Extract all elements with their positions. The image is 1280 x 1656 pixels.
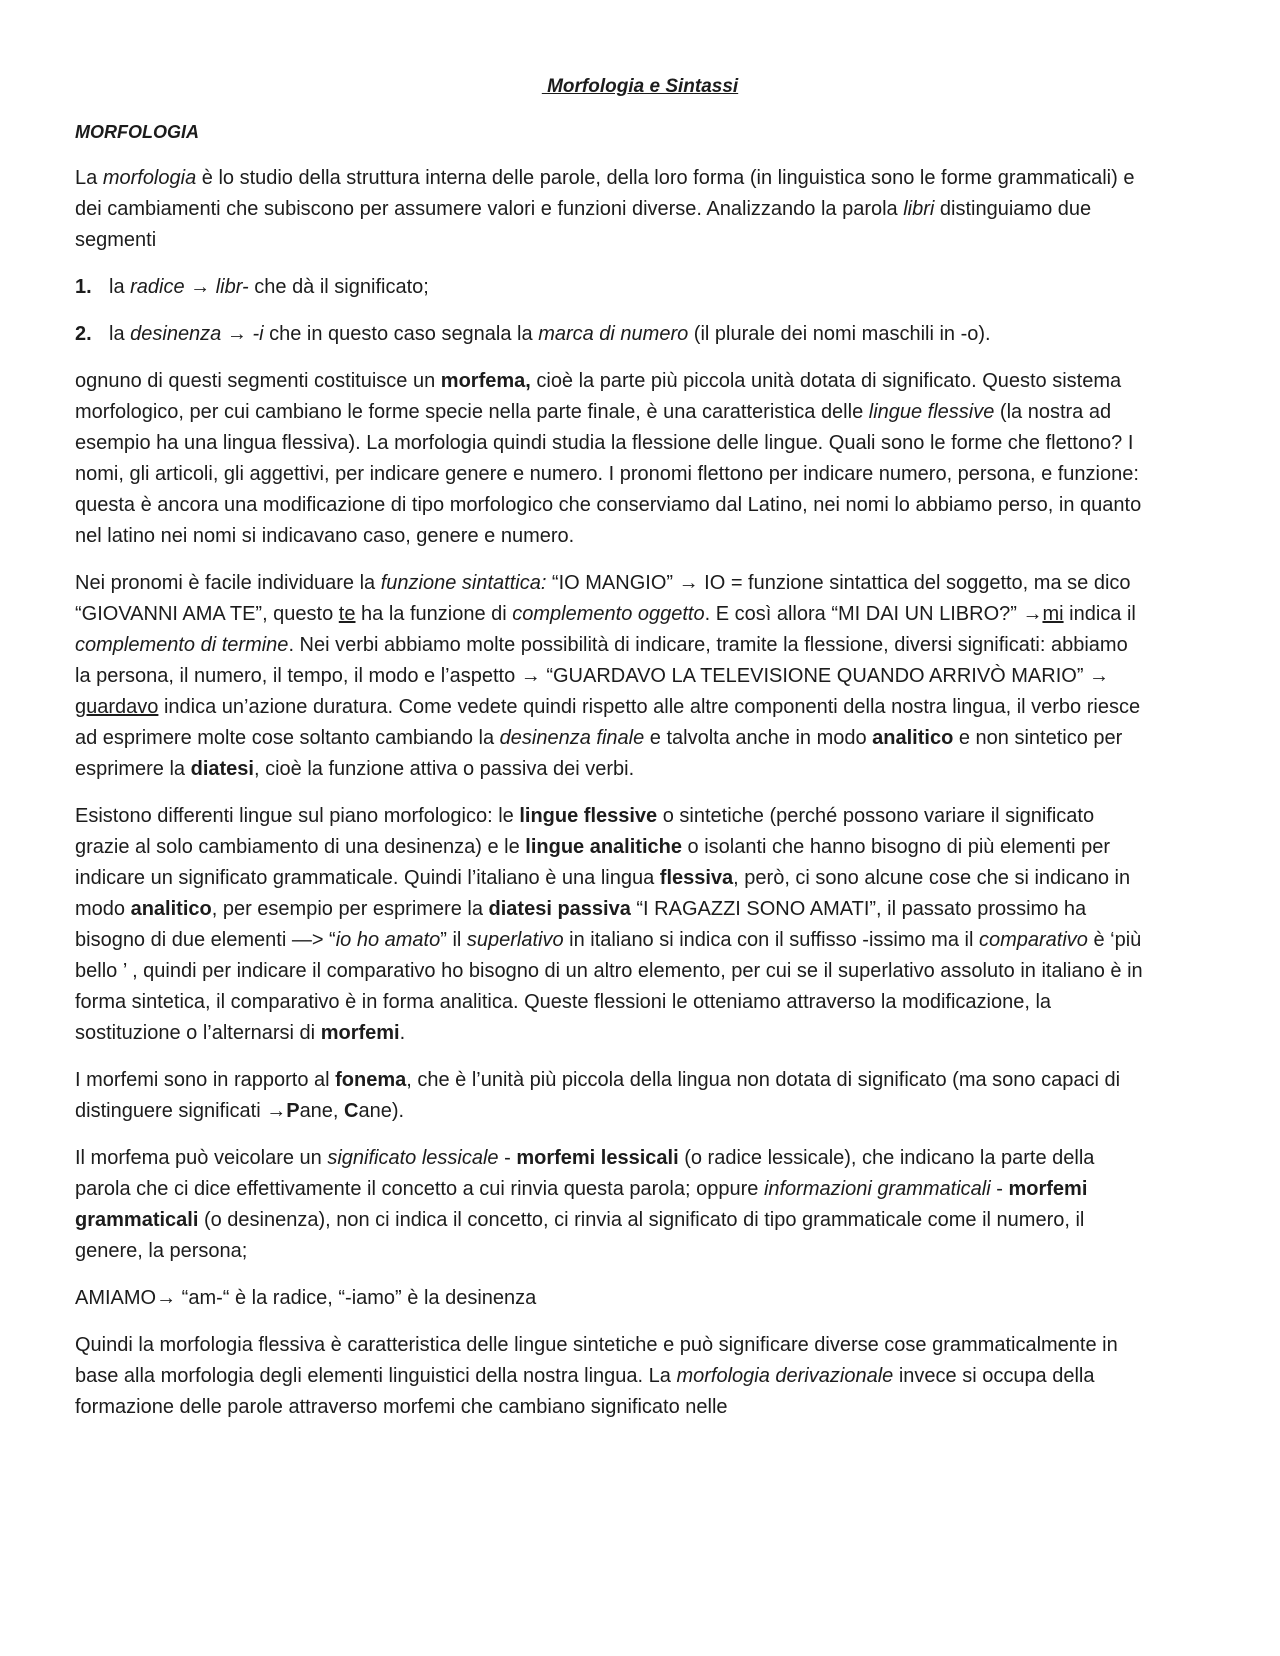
arrow-run: → — [221, 323, 253, 345]
text-run: che dà il significato; — [248, 276, 429, 298]
text-run: La — [75, 167, 103, 189]
text-run: che in questo caso segnala la — [263, 323, 539, 345]
paragraph-lingue — [75, 801, 1145, 1049]
text-run: ane, — [299, 1100, 345, 1122]
text-run: “IO MANGIO” → IO = funzione sintattica del soggetto, ma se dico “GIOVANNI AMA TE”, questo — [75, 572, 1131, 625]
list-item-desinenza — [75, 319, 1145, 350]
text-run: . — [399, 1022, 406, 1044]
text-run: è ‘più bello ’ , quindi per indicare il comparativo ho bisogno di un altro elemento, per cui se il superlativo assoluto in italiano è in forma sintetica, il comparativo è in forma analitica. Queste flessioni le otteniamo attraverso la modificazione, la sostituzione o l’alternarsi di — [75, 929, 1143, 1044]
list-item-text — [109, 272, 1145, 303]
italic-term: libri — [903, 198, 935, 220]
text-run: cioè la parte più piccola unità dotata di significato. Questo sistema morfologico, per cui cambiano le forme specie nella parte finale, è una caratteristica delle — [75, 370, 1122, 423]
text-run: indica un’azione duratura. Come vedete quindi rispetto alle altre componenti della nostra lingua, il verbo riesce ad esprimere molte cose soltanto cambiando la — [75, 696, 1141, 749]
italic-term: radice — [130, 276, 185, 298]
text-run: ” il — [440, 929, 467, 951]
italic-term: desinenza — [130, 323, 222, 345]
text-run: . E così allora “MI DAI UN LIBRO?” → — [704, 603, 1043, 625]
text-run: (o desinenza), non ci indica il concetto, ci rinvia al significato di tipo grammaticale come il numero, il genere, la persona; — [75, 1209, 1085, 1262]
italic-term: superlativo — [466, 929, 564, 951]
list-item-radice — [75, 272, 1145, 303]
text-run: Quindi la morfologia flessiva è caratteristica delle lingue sintetiche e può significare diverse cose grammaticalmente in base alla morfologia degli elementi linguistici della nostra lingua. La — [75, 1334, 1118, 1387]
text-run: Esistono differenti lingue sul piano morfologico: le — [75, 805, 520, 827]
paragraph-pronomi — [75, 568, 1145, 785]
bold-term: lingue flessive — [519, 805, 658, 827]
text-run: e talvolta anche in modo — [644, 727, 873, 749]
bold-letter: C — [344, 1100, 359, 1122]
text-run: distinguiamo due segmenti — [75, 198, 1092, 251]
text-run: o sintetiche (perché possono variare il significato grazie al solo cambiamento di una desinenza) e le — [75, 805, 1095, 858]
italic-term: complemento oggetto — [512, 603, 705, 625]
underlined-word: guardavo — [75, 696, 159, 718]
text-run: ane). — [358, 1100, 405, 1122]
bold-term: flessiva — [659, 867, 734, 889]
text-run: , però, ci sono alcune cose che si indicano in modo — [75, 867, 1131, 920]
text-run: “I RAGAZZI SONO AMATI”, il passato prossimo ha bisogno di due elementi —> “ — [75, 898, 1087, 951]
italic-term: significato lessicale — [327, 1147, 499, 1169]
text-run: , che è l’unità più piccola della lingua non dotata di significato (ma sono capaci di distinguere significati → — [75, 1069, 1121, 1122]
document-title: Morfologia e Sintassi — [541, 76, 739, 97]
paragraph-morfema — [75, 366, 1145, 552]
bold-term: analitico — [130, 898, 212, 920]
section-heading: MORFOLOGIA — [75, 122, 199, 142]
italic-term: complemento di termine — [75, 634, 289, 656]
list-number: 2. — [75, 323, 92, 345]
italic-term: io ho amato — [335, 929, 441, 951]
italic-term: morfologia — [102, 167, 197, 189]
text-run: I morfemi sono in rapporto al — [75, 1069, 336, 1091]
text-run: in italiano si indica con il suffisso -issimo ma il — [563, 929, 979, 951]
text-run: Il morfema può veicolare un — [75, 1147, 328, 1169]
text-run: . Nei verbi abbiamo molte possibilità di indicare, tramite la flessione, diversi significati: abbiamo la persona, il numero, il tempo, il modo e l’aspetto → “GUARDAVO LA TELEVISIONE QUANDO ARRIVÒ MARIO” → — [75, 634, 1128, 687]
text-run: (il plurale dei nomi maschili in -o). — [688, 323, 991, 345]
text-run: , cioè la funzione attiva o passiva dei verbi. — [253, 758, 635, 780]
italic-term: funzione sintattica: — [380, 572, 547, 594]
arrow-run: → — [184, 276, 216, 298]
italic-term: morfologia derivazionale — [676, 1365, 894, 1387]
text-run: e non sintetico per esprimere la — [75, 727, 1123, 780]
italic-term: informazioni grammaticali — [763, 1178, 991, 1200]
italic-term: -i — [252, 323, 264, 345]
paragraph-morfemi-tipi — [75, 1143, 1145, 1267]
text-run: ha la funzione di — [355, 603, 513, 625]
paragraph-definition — [75, 163, 1145, 256]
text-run: ognuno di questi segmenti costituisce un — [75, 370, 441, 392]
text-run: è lo studio della struttura interna delle parole, della loro forma (in linguistica sono le forme grammaticali) e dei cambiamenti che subiscono per assumere valori e funzioni diverse. Analizzando la parola — [75, 167, 1135, 220]
bold-term: diatesi — [190, 758, 254, 780]
bold-term: morfemi lessicali — [516, 1147, 679, 1169]
text-run: - — [990, 1178, 1009, 1200]
italic-term: comparativo — [978, 929, 1088, 951]
bold-term: analitico — [872, 727, 954, 749]
text-run: la — [109, 323, 131, 345]
bold-term: morfemi grammaticali — [75, 1178, 1088, 1231]
bold-term: diatesi passiva — [488, 898, 631, 920]
text-run: - — [498, 1147, 517, 1169]
underlined-word: te — [338, 603, 356, 625]
paragraph-fonema — [75, 1065, 1145, 1127]
italic-term: marca di numero — [538, 323, 689, 345]
bold-term: fonema — [335, 1069, 407, 1091]
text-run: o isolanti che hanno bisogno di più elementi per indicare un significato grammaticale. Quindi l’italiano è una lingua — [75, 836, 1111, 889]
text-run: Nei pronomi è facile individuare la — [75, 572, 381, 594]
list-item-text — [109, 319, 1145, 350]
paragraph-derivazionale — [75, 1330, 1145, 1423]
bold-term: morfema, — [440, 370, 531, 392]
text-run: (o radice lessicale), che indicano la parte della parola che ci dice effettivamente il concetto a cui rinvia questa parola; oppure — [75, 1147, 1095, 1200]
text-run: (la nostra ad esempio ha una lingua flessiva). La morfologia quindi studia la flessione delle lingue. Quali sono le forme che flettono? I nomi, gli articoli, gli aggettivi, per indicare genere e numero. I pronomi flettono per indicare numero, persona, e funzione: questa è ancora una modificazione di tipo morfologico che conserviamo dal Latino, nei nomi lo abbiamo perso, in quanto nel latino nei nomi si indicavano caso, genere e numero. — [75, 401, 1142, 547]
bold-term: lingue analitiche — [525, 836, 682, 858]
text-run: invece si occupa della formazione delle parole attraverso morfemi che cambiano significato nelle — [75, 1365, 1095, 1418]
underlined-word: mi — [1042, 603, 1064, 625]
text-run: indica il — [1063, 603, 1136, 625]
list-number: 1. — [75, 276, 92, 298]
bold-term: morfemi — [320, 1022, 400, 1044]
text-run: la — [109, 276, 131, 298]
text-run: , per esempio per esprimere la — [211, 898, 489, 920]
italic-term: libr- — [215, 276, 249, 298]
paragraph-example-amiamo: AMIAMO→ “am-“ è la radice, “-iamo” è la desinenza — [75, 1287, 537, 1309]
bold-letter: P — [286, 1100, 300, 1122]
italic-term: desinenza finale — [499, 727, 645, 749]
italic-term: lingue flessive — [868, 401, 995, 423]
